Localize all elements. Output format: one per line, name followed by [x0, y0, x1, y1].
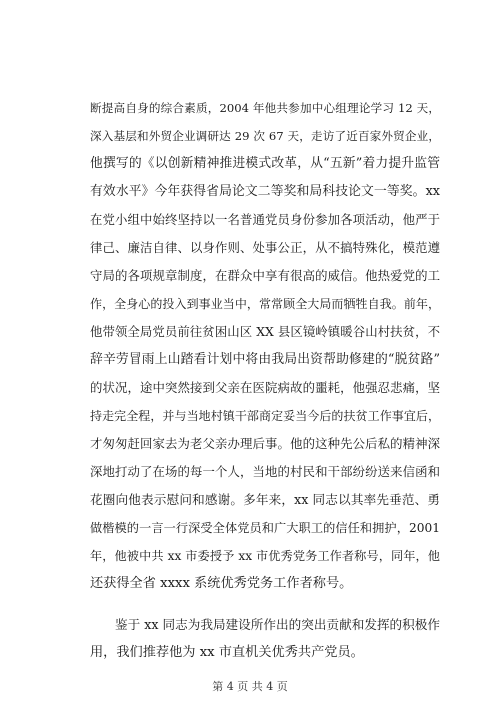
text-line: 花圈向他表示慰问和感谢。多年来，xx 同志以其率先垂范、勇: [90, 492, 440, 507]
text-line: 断提高自身的综合素质，2004 年他共参加中心组理论学习 12 天，: [90, 101, 440, 115]
text-line: 的状况，途中突然接到父亲在医院病故的噩耗，他强忍悲痛，坚: [90, 380, 440, 395]
text-line: 他带领全局党员前往贫困山区 XX 县区镜岭镇暖谷山村扶贫，不: [90, 324, 440, 339]
text-line: 深入基层和外贸企业调研达 29 次 67 天，走访了近百家外贸企业，: [90, 129, 440, 143]
text-line: 持走完全程，并与当地村镇干部商定妥当今后的扶贫工作事宜后，: [90, 409, 440, 423]
text-line: 在党小组中始终坚持以一名普通党员身份参加各项活动，他严于: [90, 212, 440, 227]
text-line: 用，我们推荐他为 xx 市直机关优秀共产党员。: [90, 645, 364, 660]
text-line: 律己、廉洁自律、以身作则、处事公正，从不搞特殊化，模范遵: [90, 240, 440, 255]
text-line: 做楷模的一言一行深受全体党员和广大职工的信任和拥护，2001: [90, 521, 440, 535]
text-line: 鉴于 xx 同志为我局建设所作出的突出贡献和发挥的积极作: [115, 617, 440, 632]
text-line: 深地打动了在场的每一个人，当地的村民和干部纷纷送来信函和: [90, 464, 440, 479]
text-line: 有效水平》今年获得省局论文二等奖和局科技论文一等奖。xx: [90, 184, 440, 199]
text-line: 还获得全省 xxxx 系统优秀党务工作者称号。: [90, 576, 353, 591]
text-line: 年，他被中共 xx 市委授予 xx 市优秀党务工作者称号，同年，他: [90, 549, 440, 563]
page-number-footer: 第 4 页 共 4 页: [212, 680, 288, 693]
text-line: 作，全身心的投入到事业当中，常常顾全大局而牺牲自我。前年，: [90, 297, 440, 311]
text-line: 他撰写的《以创新精神推进模式改革，从“五新”着力提升监管: [90, 156, 440, 171]
text-line: 才匆匆赶回家去为老父亲办理后事。他的这种先公后私的精神深: [90, 436, 440, 451]
text-line: 辞辛劳冒雨上山踏看计划中将由我局出资帮助修建的“脱贫路”: [90, 352, 440, 367]
text-line: 守局的各项规章制度，在群众中享有很高的威信。他热爱党的工: [90, 268, 440, 283]
